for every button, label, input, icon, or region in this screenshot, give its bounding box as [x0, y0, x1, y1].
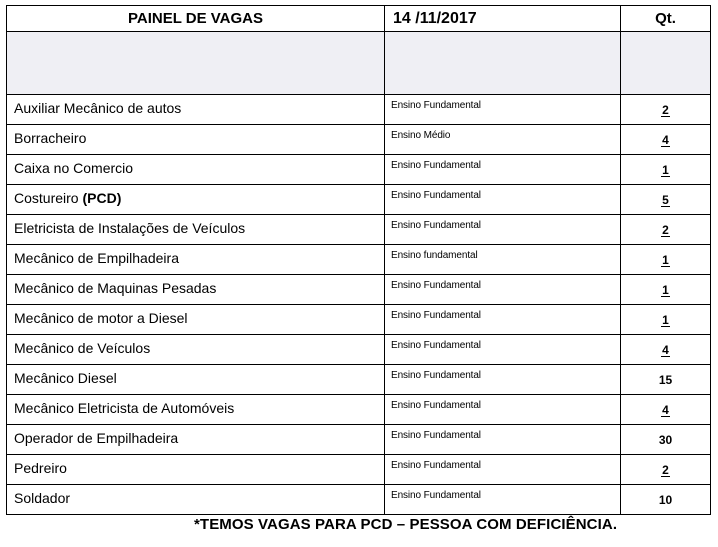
table-row	[7, 155, 711, 185]
quantity-value: 2	[662, 223, 669, 237]
table-row	[7, 305, 711, 335]
job-title-cell	[7, 305, 385, 335]
quantity-value: 30	[658, 433, 673, 447]
education-cell: Ensino Fundamental	[385, 335, 621, 365]
quantity-value: 1	[662, 283, 669, 297]
quantity-header: Qt.	[621, 6, 711, 32]
quantity-cell	[621, 305, 711, 335]
quantity-value: 1	[662, 253, 669, 267]
job-title: Mecânico de Veículos	[14, 340, 151, 356]
job-title: Borracheiro	[14, 130, 87, 146]
table-title: PAINEL DE VAGAS	[7, 6, 385, 32]
blank-cell	[621, 32, 711, 95]
quantity-cell	[621, 125, 711, 155]
job-title-cell	[7, 395, 385, 425]
job-title: Costureiro	[14, 190, 83, 206]
blank-cell	[7, 32, 385, 95]
education-cell: Ensino Fundamental	[385, 305, 621, 335]
quantity-cell	[621, 245, 711, 275]
quantity-cell	[621, 425, 711, 455]
table-row	[7, 215, 711, 245]
job-title-cell	[7, 335, 385, 365]
quantity-cell	[621, 455, 711, 485]
quantity-cell	[621, 365, 711, 395]
quantity-value: 4	[662, 133, 669, 147]
quantity-value: 1	[662, 313, 669, 327]
quantity-value: 2	[662, 103, 669, 117]
education-cell: Ensino Fundamental	[385, 215, 621, 245]
quantity-cell	[621, 155, 711, 185]
education-cell: Ensino Fundamental	[385, 485, 621, 515]
table-row	[7, 95, 711, 125]
job-title-cell	[7, 365, 385, 395]
job-title: Mecânico Diesel	[14, 370, 117, 386]
table-row	[7, 485, 711, 515]
job-title: Mecânico Eletricista de Automóveis	[14, 400, 235, 416]
table-row	[7, 275, 711, 305]
vacancy-table	[6, 5, 711, 515]
job-title-cell	[7, 485, 385, 515]
job-title-cell	[7, 155, 385, 185]
table-row	[7, 125, 711, 155]
quantity-value: 5	[662, 193, 669, 207]
education-cell: Ensino Fundamental	[385, 275, 621, 305]
job-title-cell	[7, 275, 385, 305]
blank-row	[7, 32, 711, 95]
job-title: Pedreiro	[14, 460, 67, 476]
job-title: Mecânico de Maquinas Pesadas	[14, 280, 217, 296]
table-row	[7, 425, 711, 455]
table-date: 14 /11/2017	[385, 6, 621, 32]
quantity-cell	[621, 395, 711, 425]
education-cell: Ensino Fundamental	[385, 395, 621, 425]
education-cell: Ensino Fundamental	[385, 425, 621, 455]
education-cell: Ensino Fundamental	[385, 365, 621, 395]
job-title-cell	[7, 425, 385, 455]
job-title: Operador de Empilhadeira	[14, 430, 179, 446]
quantity-cell	[621, 335, 711, 365]
job-title: Mecânico de Empilhadeira	[14, 250, 179, 266]
job-title-cell	[7, 185, 385, 215]
quantity-cell	[621, 185, 711, 215]
quantity-cell	[621, 485, 711, 515]
job-title: Mecânico de motor a Diesel	[14, 310, 188, 326]
quantity-value: 4	[662, 403, 669, 417]
job-title-cell	[7, 215, 385, 245]
blank-cell	[385, 32, 621, 95]
table-row	[7, 455, 711, 485]
quantity-cell	[621, 215, 711, 245]
table-row	[7, 365, 711, 395]
job-title: Eletricista de Instalações de Veículos	[14, 220, 246, 236]
quantity-value: 10	[658, 493, 673, 507]
table-header-row	[7, 6, 711, 32]
education-cell: Ensino fundamental	[385, 245, 621, 275]
quantity-value: 4	[662, 343, 669, 357]
quantity-cell	[621, 95, 711, 125]
education-cell: Ensino Médio	[385, 125, 621, 155]
quantity-value: 15	[658, 373, 673, 387]
pcd-marker: (PCD)	[82, 190, 122, 206]
pcd-footnote: *TEMOS VAGAS PARA PCD – PESSOA COM DEFICIÊNCIA.	[194, 516, 618, 533]
job-title-cell	[7, 455, 385, 485]
job-title: Auxiliar Mecânico de autos	[14, 100, 182, 116]
quantity-value: 2	[662, 463, 669, 477]
table-row	[7, 245, 711, 275]
education-cell: Ensino Fundamental	[385, 185, 621, 215]
job-title-cell	[7, 125, 385, 155]
table-row	[7, 395, 711, 425]
job-title: Soldador	[14, 490, 71, 506]
education-cell: Ensino Fundamental	[385, 455, 621, 485]
quantity-value: 1	[662, 163, 669, 177]
table-row	[7, 335, 711, 365]
quantity-cell	[621, 275, 711, 305]
job-title-cell	[7, 95, 385, 125]
table-row	[7, 185, 711, 215]
education-cell: Ensino Fundamental	[385, 95, 621, 125]
job-title: Caixa no Comercio	[14, 160, 134, 176]
job-title-cell	[7, 245, 385, 275]
education-cell: Ensino Fundamental	[385, 155, 621, 185]
